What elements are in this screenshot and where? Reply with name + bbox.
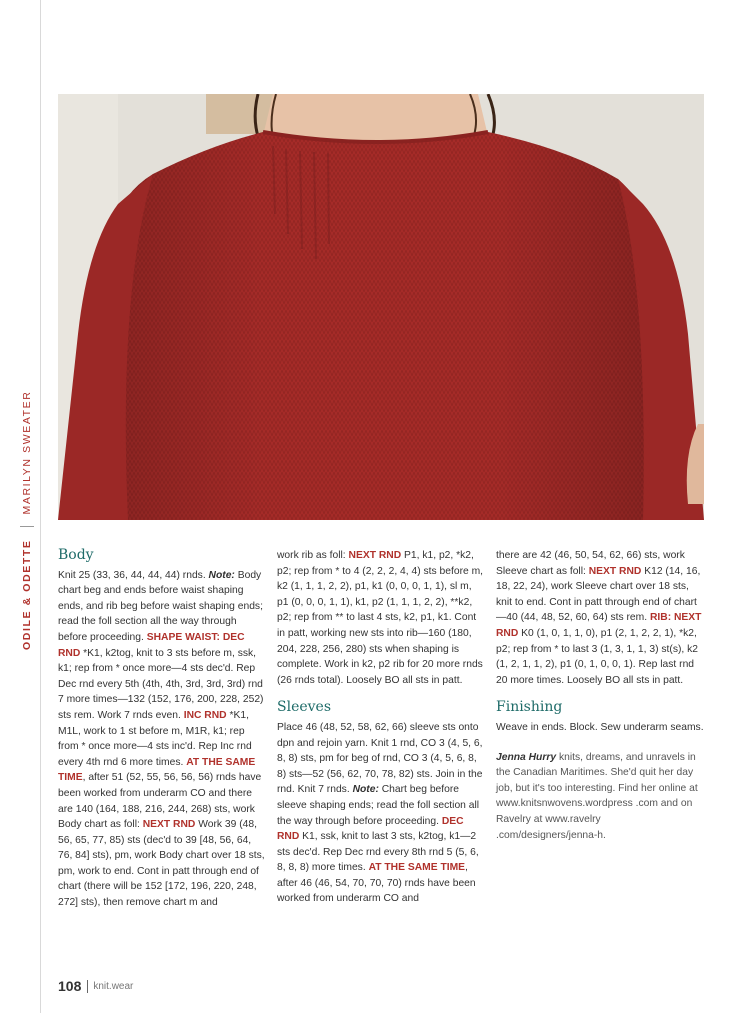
page-number: 108 <box>58 978 82 994</box>
sleeves-heading: Sleeves <box>277 699 332 716</box>
finishing-paragraph: Weave in ends. Block. Sew underarm seams. <box>496 721 704 733</box>
margin-rule <box>40 0 41 1013</box>
sleeves-paragraph: Place 46 (48, 52, 58, 62, 66) sleeve sts onto dpn and rejoin yarn. Knit 1 rnd, CO 3 (4, 5, 6, 8, 8) sts, pm for beg of rnd, CO 3 (4, 5, 6, 8, 8) sts—52 (56, 62, 70, 78, 82) sts. Join in the rnd. Knit 7 rnds. Note: Chart beg before sleeve shaping ends; read the foll section all the way through before proceeding. DEC RND K1, ssk, knit to last 3 sts, k2tog, k1—2 sts dec'd. Rep Dec rnd every 8th rnd 5 (5, 6, 8, 8, 8) more times. AT THE SAME TIME, after 46 (46, 54, 70, 70, 70) rnds have been worked from underarm CO and <box>277 721 483 905</box>
sleeve-chart-paragraph: there are 42 (46, 50, 54, 62, 66) sts, work Sleeve chart as foll: NEXT RND K12 (14, 16, 18, 22, 24), work Sleeve chart over 18 sts, knit to end. Cont in patt through end of chart—40 (44, 48, 52, 60, 64) sts rem. RIB: NEXT RND K0 (1, 0, 1, 1, 0), p1 (2, 1, 2, 2, 1), *k2, p2; rep from * to last 3 (1, 3, 1, 1, 3) st(s), k2 (1, 2, 1, 1, 2), p1 (0, 1, 0, 0, 1). Rep last rnd 20 more times. Loosely BO all sts in patt. <box>496 550 702 686</box>
right-column <box>496 548 704 843</box>
body-paragraph: Knit 25 (33, 36, 44, 44, 44) rnds. Note: Body chart beg and ends before waist shaping ends, and rib beg before waist shaping ends; read the foll section all the way through before proceeding. SHAPE WAIST: DEC RND *K1, k2tog, knit to 3 sts before m, ssk, k1; rep from * once more—4 sts dec'd. Rep Dec rnd every 5th (4th, 4th, 3rd, 3rd, 3rd) rnd 7 more times—132 (152, 176, 200, 228, 252) sts rem. Work 7 rnds even. INC RND *K1, M1L, work to 1 st before m, M1R, k1; rep from * once more—4 sts inc'd. Rep Inc rnd every 4th rnd 6 more times. AT THE SAME TIME, after 51 (52, 55, 56, 56, 56) rnds have been worked from underarm CO and there are 140 (164, 188, 216, 244, 268) sts, work Body chart as foll: NEXT RND Work 39 (48, 56, 65, 77, 85) sts (dec'd to 39 [48, 56, 64, 76, 84] sts), pm, work Body chart over 18 sts, pm, work to end. Cont in patt through end of chart (there will be 152 [172, 196, 220, 248, 272] sts), then remove chart m and <box>58 569 265 909</box>
sweater-photo <box>58 94 704 520</box>
rib-paragraph: work rib as foll: NEXT RND P1, k1, p2, *k2, p2; rep from * to 4 (2, 2, 2, 4, 4) sts before m, k2 (1, 1, 1, 2, 2), p1, k1 (0, 0, 0, 1, 1), sl m, p1 (0, 0, 0, 1, 1), k1, p2 (1, 1, 1, 2, 2), **k2, p2; rep from ** to last 4 sts, k2, p1, k1. Cont in patt, working new sts into rib—160 (180, 204, 228, 256, 280) sts when shaping is complete. Work in k2, p2 rib for 20 more rnds (26 rnds total). Loosely BO all sts in patt. <box>277 550 484 686</box>
sidebar-label <box>17 250 37 650</box>
middle-column <box>277 548 485 907</box>
footer-divider <box>87 980 88 993</box>
magazine-brand: knit.wear <box>93 980 134 992</box>
designer-bio: Jenna Hurry knits, dreams, and unravels in the Canadian Maritimes. She'd quit her day job, but it's too interesting. Find her online at www.knitsnwovens.wordpress .com and on Ravelry at www.ravelry .com/designers/jenna-h. <box>496 751 698 841</box>
body-column <box>58 544 266 911</box>
body-heading: Body <box>58 547 94 563</box>
finishing-heading: Finishing <box>496 699 563 716</box>
designer-name: ODILE & ODETTE <box>21 539 33 650</box>
sidebar-divider <box>20 527 34 528</box>
pattern-name: MARILYN SWEATER <box>21 390 33 515</box>
page-footer <box>58 978 133 994</box>
